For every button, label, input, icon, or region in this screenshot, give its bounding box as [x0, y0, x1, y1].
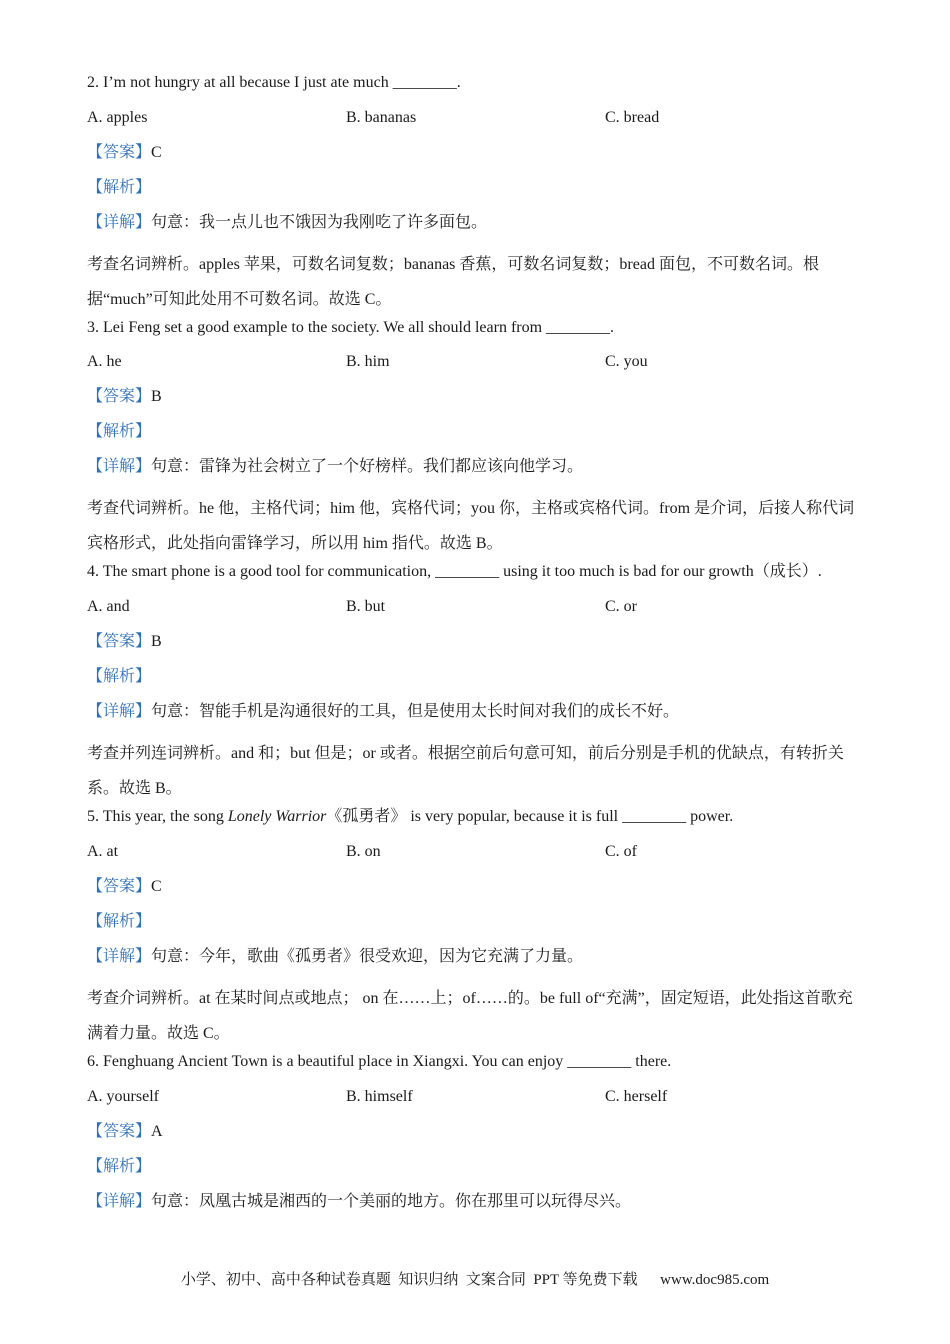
option-a: A. he: [87, 353, 122, 370]
question-5-stem: 5. This year, the song Lonely Warrior《孤勇者》 is very popular, because it is full ________ power.: [87, 808, 734, 825]
analysis-tag: 【解析】: [87, 1158, 152, 1175]
page-footer: 小学、初中、高中各种试卷真题 知识归纳 文案合同 PPT 等免费下载 www.doc985.com: [180, 1272, 770, 1288]
explanation-text: 考查并列连词辨析。and 和；but 但是；or 或者。根据空前后句意可知，前后分别是手机的优缺点，有转折关系。故选 B。: [87, 745, 844, 797]
analysis-tag: 【解析】: [87, 668, 152, 685]
option-c: C. herself: [605, 1088, 668, 1105]
detail-tag: 【详解】: [87, 1193, 152, 1210]
option-a: A. and: [87, 598, 130, 615]
option-c: C. of: [605, 843, 637, 860]
answer-tag: 【答案】: [87, 388, 152, 405]
detail-line: [87, 456, 867, 491]
option-c: C. or: [605, 598, 637, 615]
answer-line: [87, 386, 867, 421]
option-b: B. bananas: [346, 109, 417, 126]
option-a: A. apples: [87, 109, 148, 126]
song-title: Lonely Warrior: [227, 808, 327, 825]
option-a: A. yourself: [87, 1088, 159, 1105]
detail-tag: 【详解】: [87, 214, 152, 231]
option-b: B. on: [346, 843, 381, 860]
analysis-tag: 【解析】: [87, 179, 152, 196]
answer-value: B: [151, 388, 162, 405]
explanation-text: 考查名词辨析。apples 苹果，可数名词复数；bananas 香蕉，可数名词复数；bread 面包，不可数名词。根据“much”可知此处用不可数名词。故选 C。: [87, 256, 819, 308]
analysis-tag: 【解析】: [87, 423, 152, 440]
question-6-options: [87, 1086, 867, 1121]
answer-line: [87, 142, 867, 177]
detail-text: 句意：今年，歌曲《孤勇者》很受欢迎，因为它充满了力量。: [151, 948, 584, 965]
analysis-tag: 【解析】: [87, 913, 152, 930]
question-3-stem: 3. Lei Feng set a good example to the society. We all should learn from ________.: [87, 319, 615, 336]
question-2-stem: 2. I’m not hungry at all because I just ate much ________.: [87, 74, 461, 91]
option-b: B. him: [346, 353, 390, 370]
detail-line: [87, 1191, 867, 1226]
option-a: A. at: [87, 843, 119, 860]
detail-line: [87, 212, 867, 247]
option-c: C. bread: [605, 109, 660, 126]
question-4-stem: 4. The smart phone is a good tool for communication, ________ using it too much is bad for our growth（成长）.: [87, 563, 822, 580]
detail-tag: 【详解】: [87, 458, 152, 475]
explanation-text: 考查介词辨析。at 在某时间点或地点； on 在……上；of……的。be full of“充满”，固定短语，此处指这首歌充满着力量。故选 C。: [87, 990, 853, 1042]
answer-tag: 【答案】: [87, 878, 152, 895]
answer-value: C: [151, 144, 162, 161]
detail-text: 句意：智能手机是沟通很好的工具，但是使用太长时间对我们的成长不好。: [151, 703, 680, 720]
answer-value: C: [151, 878, 162, 895]
document-page: [87, 72, 867, 1226]
detail-text: 句意：雷锋为社会树立了一个好榜样。我们都应该向他学习。: [151, 458, 584, 475]
answer-line: [87, 1121, 867, 1156]
explanation-text: 考查代词辨析。he 他，主格代词；him 他，宾格代词；you 你，主格或宾格代词。from 是介词，后接人称代词宾格形式，此处指向雷锋学习，所以用 him 指代。故选 B。: [87, 500, 855, 552]
detail-text: 句意：凤凰古城是湘西的一个美丽的地方。你在那里可以玩得尽兴。: [151, 1193, 632, 1210]
option-c: C. you: [605, 353, 648, 370]
detail-text: 句意：我一点儿也不饿因为我刚吃了许多面包。: [151, 214, 488, 231]
detail-line: [87, 701, 867, 736]
answer-tag: 【答案】: [87, 633, 152, 650]
detail-tag: 【详解】: [87, 703, 152, 720]
answer-line: [87, 631, 867, 666]
answer-tag: 【答案】: [87, 144, 152, 161]
answer-line: [87, 876, 867, 911]
answer-tag: 【答案】: [87, 1123, 152, 1140]
detail-line: [87, 946, 867, 981]
question-2-options: [87, 107, 867, 142]
answer-value: B: [151, 633, 162, 650]
detail-tag: 【详解】: [87, 948, 152, 965]
option-b: B. himself: [346, 1088, 413, 1105]
question-6-stem: 6. Fenghuang Ancient Town is a beautiful place in Xiangxi. You can enjoy ________ there.: [87, 1053, 672, 1070]
question-5-options: [87, 841, 867, 876]
question-3-options: [87, 351, 867, 386]
answer-value: A: [151, 1123, 163, 1140]
option-b: B. but: [346, 598, 386, 615]
question-4-options: [87, 596, 867, 631]
